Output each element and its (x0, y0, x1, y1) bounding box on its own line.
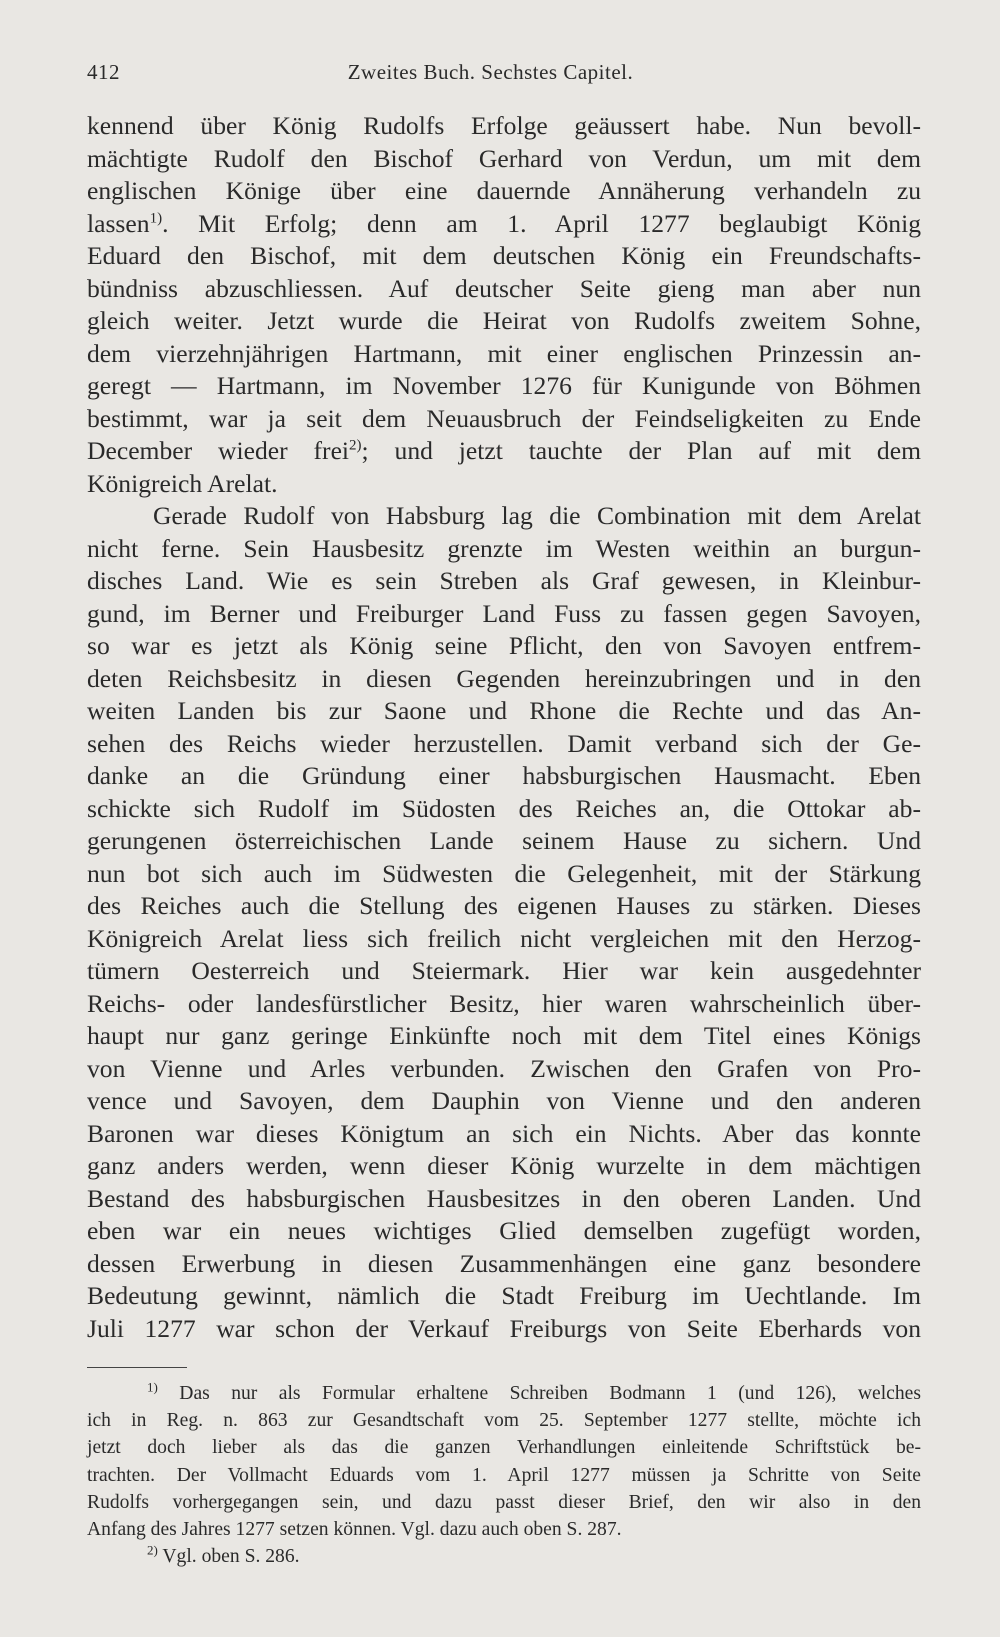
text-line: Gerade Rudolf von Habsburg lag die Combination mit dem Arelat (153, 501, 921, 530)
footnote-2-marker: 2) (147, 1542, 158, 1558)
footnote-1-marker: 1) (147, 1379, 158, 1395)
text-line: ganz anders werden, wenn dieser König wurzelte in dem mächtigen (87, 1151, 921, 1180)
footnote-1-line: trachten. Der Vollmacht Eduards vom 1. April 1277 müssen ja Schritte von Seite (87, 1464, 921, 1486)
text-line: nun bot sich auch im Südwesten die Gelegenheit, mit der Stärkung (87, 858, 921, 888)
footnote-divider (87, 1367, 187, 1368)
text-line: haupt nur ganz geringe Einkünfte noch mit dem Titel eines Königs (87, 1021, 921, 1050)
text-line: des Reiches auch die Stellung des eigenen Hauses zu stärken. Dieses (87, 891, 921, 920)
footnote-reference: 1) (149, 209, 163, 226)
text-fragment: lassen (87, 208, 150, 238)
text-line: so war es jetzt als König seine Pflicht, den von Savoyen entfrem- (87, 631, 921, 660)
footnote-2-line (87, 1543, 921, 1570)
text-line: eben war ein neues wichtiges Glied demselben zugefügt worden, (87, 1216, 921, 1245)
text-line: bestimmt, war ja seit dem Neuausbruch der Feindseligkeiten zu Ende (87, 403, 921, 433)
text-line: vence und Savoyen, dem Dauphin von Vienne und den anderen (87, 1086, 921, 1115)
running-head (87, 60, 921, 96)
text-line: von Vienne und Arles verbunden. Zwischen den Grafen von Pro- (87, 1053, 921, 1083)
text-fragment: . Mit Erfolg; denn am 1. April 1277 beglaubigt König (162, 208, 921, 238)
text-line: mächtigte Rudolf den Bischof Gerhard von Verdun, um mit dem (87, 143, 921, 173)
text-line: bündniss abzuschliessen. Auf deutscher Seite gieng man aber nun (87, 273, 921, 303)
footnote-1-line: jetzt doch lieber als das die ganzen Verhandlungen einleitende Schriftstück be- (87, 1437, 921, 1459)
text-line: gund, im Berner und Freiburger Land Fuss zu fassen gegen Savoyen, (87, 598, 921, 628)
text-line: Reichs- oder landesfürstlicher Besitz, hier waren wahrscheinlich über- (87, 988, 921, 1018)
footnote-reference: 2) (349, 437, 362, 454)
text-line: schickte sich Rudolf im Südosten des Reiches an, die Ottokar ab- (87, 793, 921, 823)
text-line: deten Reichsbesitz in diesen Gegenden hereinzubringen und in den (87, 663, 921, 693)
page-number: 412 (87, 60, 120, 84)
footnote-1-line (87, 1380, 921, 1407)
text-line (87, 435, 921, 468)
text-line: geregt — Hartmann, im November 1276 für Kunigunde von Böhmen (87, 371, 921, 400)
footnote-1-line: Rudolfs vorhergegangen sein, und dazu passt dieser Brief, den wir also in den (87, 1491, 921, 1513)
footnote-1-line: Anfang des Jahres 1277 setzen können. Vgl. dazu auch oben S. 287. (87, 1519, 622, 1541)
text-fragment: Das nur als Formular erhaltene Schreiben Bodmann 1 (und 126), welches (179, 1383, 921, 1404)
text-line: dessen Erwerbung in diesen Zusammenhängen eine ganz besondere (87, 1248, 921, 1278)
text-line: englischen Könige über eine dauernde Annäherung verhandeln zu (87, 176, 921, 205)
text-line: kennend über König Rudolfs Erfolge geäussert habe. Nun bevoll- (87, 111, 921, 140)
text-fragment: Vgl. oben S. 286. (162, 1546, 300, 1568)
text-line: weiten Landen bis zur Saone und Rhone die Rechte und das An- (87, 696, 921, 725)
text-line: Juli 1277 war schon der Verkauf Freiburgs von Seite Eberhards von (87, 1313, 921, 1343)
text-line: Bestand des habsburgischen Hausbesitzes in den oberen Landen. Und (87, 1183, 921, 1213)
text-line: gerungenen österreichischen Lande seinem Hause zu sichern. Und (87, 826, 921, 855)
text-line: danke an die Gründung einer habsburgischen Hausmacht. Eben (87, 761, 921, 790)
main-text (87, 110, 921, 1345)
text-line: disches Land. Wie es sein Streben als Graf gewesen, in Kleinbur- (87, 566, 921, 595)
footnote-1-line: ich in Reg. n. 863 zur Gesandtschaft vom 25. September 1277 stellte, möchte ich (87, 1410, 921, 1432)
text-line: Baronen war dieses Königtum an sich ein Nichts. Aber das konnte (87, 1118, 921, 1148)
text-fragment: ; und jetzt tauchte der Plan auf mit dem (361, 436, 921, 465)
text-line: Königreich Arelat liess sich freilich nicht vergleichen mit den Herzog- (87, 923, 921, 953)
text-line (87, 208, 921, 241)
running-title: Zweites Buch. Sechstes Capitel. (347, 60, 634, 84)
text-line: Königreich Arelat. (87, 468, 278, 498)
text-fragment: December wieder frei (87, 436, 350, 465)
book-page (87, 60, 921, 1570)
text-line: nicht ferne. Sein Hausbesitz grenzte im Westen weithin an burgun- (87, 533, 921, 563)
text-line: Eduard den Bischof, mit dem deutschen König ein Freundschafts- (87, 241, 921, 270)
text-line: tümern Oesterreich und Steiermark. Hier war kein ausgedehnter (87, 956, 921, 985)
text-line: Bedeutung gewinnt, nämlich die Stadt Freiburg im Uechtlande. Im (87, 1281, 921, 1310)
text-line: dem vierzehnjährigen Hartmann, mit einer englischen Prinzessin an- (87, 338, 921, 368)
text-line: gleich weiter. Jetzt wurde die Heirat von Rudolfs zweitem Sohne, (87, 306, 921, 335)
footnotes (87, 1380, 921, 1570)
text-line: sehen des Reichs wieder herzustellen. Damit verband sich der Ge- (87, 728, 921, 758)
